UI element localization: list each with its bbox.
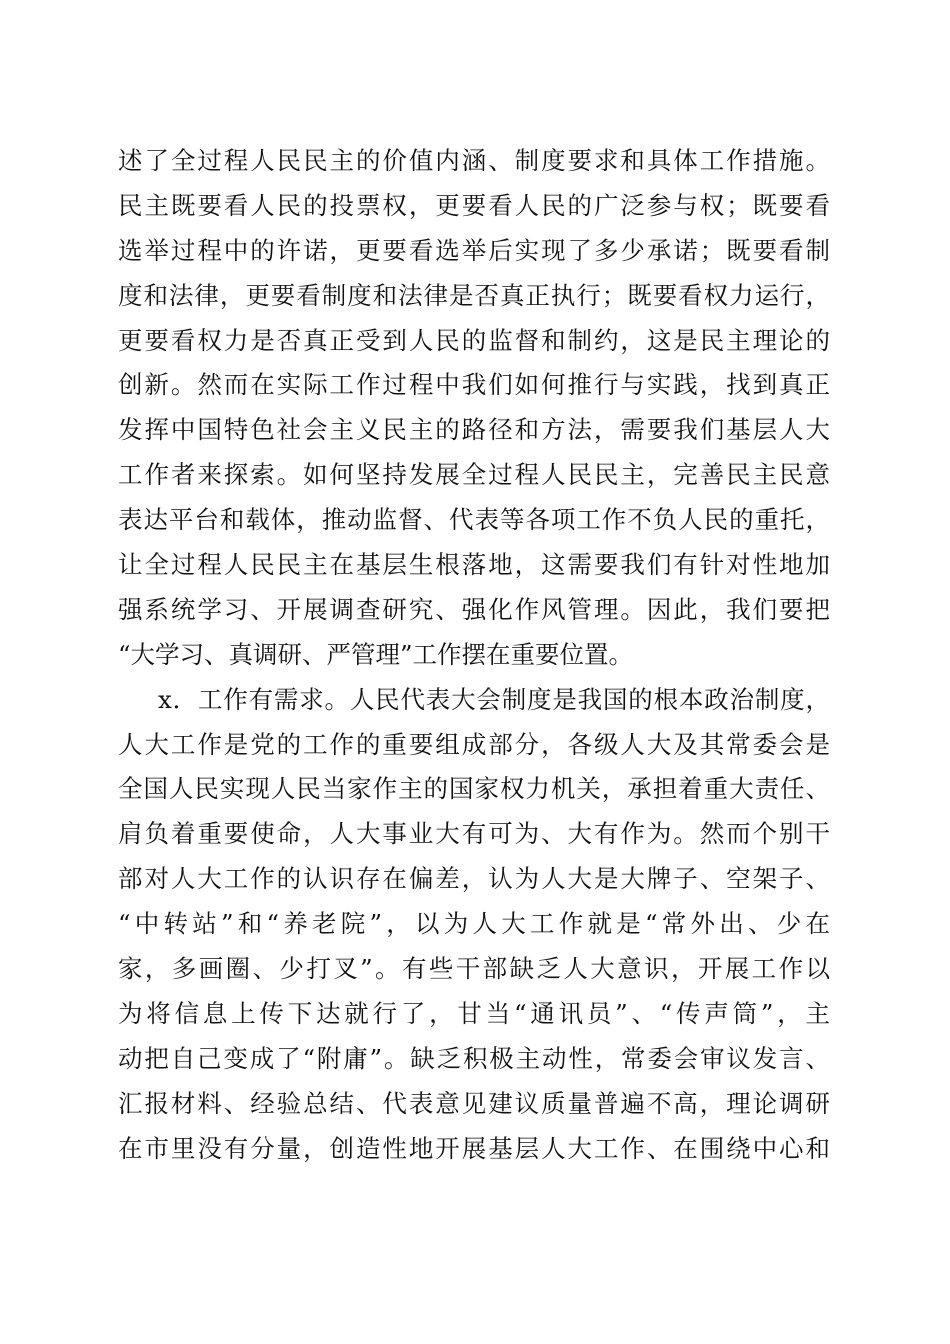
text-line: 选举过程中的许诺，更要看选举后实现了多少承诺；既要看制 <box>118 235 830 265</box>
text-line: 为将信息上传下达就行了，甘当“通讯员”、“传声筒”，主 <box>118 998 830 1028</box>
text-line: 度和法律，更要看制度和法律是否真正执行；既要看权力运行， <box>118 280 830 310</box>
text-line: 在市里没有分量，创造性地开展基层人大工作、在围绕中心和 <box>118 1133 830 1163</box>
text-line: “中转站”和“养老院”，以为人大工作就是“常外出、少在 <box>118 909 830 939</box>
text-line: 创新。然而在实际工作过程中我们如何推行与实践，找到真正 <box>118 370 830 400</box>
text-line: 更要看权力是否真正受到人民的监督和制约，这是民主理论的 <box>118 325 830 355</box>
text-line: 全国人民实现人民当家作主的国家权力机关，承担着重大责任、 <box>118 774 830 804</box>
text-line: 让全过程人民民主在基层生根落地，这需要我们有针对性地加 <box>118 550 830 580</box>
text-line: “大学习、真调研、严管理”工作摆在重要位置。 <box>118 639 634 669</box>
text-line: 部对人大工作的认识存在偏差，认为人大是大牌子、空架子、 <box>118 864 830 894</box>
text-line: 述了全过程人民民主的价值内涵、制度要求和具体工作措施。 <box>118 146 830 175</box>
text-line: 民主既要看人民的投票权，更要看人民的广泛参与权；既要看 <box>118 190 830 220</box>
paragraph-start-line: x．工作有需求。人民代表大会制度是我国的根本政治制度， <box>158 684 830 714</box>
text-line: 人大工作是党的工作的重要组成部分，各级人大及其常委会是 <box>118 729 830 759</box>
body-text <box>118 139 830 1171</box>
text-line: 肩负着重要使命，人大事业大有可为、大有作为。然而个别干 <box>118 819 830 849</box>
text-line: 表达平台和载体，推动监督、代表等各项工作不负人民的重托， <box>118 505 830 535</box>
text-line: 强系统学习、开展调查研究、强化作风管理。因此，我们要把 <box>118 594 830 624</box>
text-line: 动把自己变成了“附庸”。缺乏积极主动性，常委会审议发言、 <box>118 1043 830 1073</box>
text-line: 汇报材料、经验总结、代表意见建议质量普遍不高，理论调研 <box>118 1088 830 1118</box>
text-line: 家，多画圈、少打叉”。有些干部缺乏人大意识，开展工作以 <box>118 954 830 984</box>
text-line: 工作者来探索。如何坚持发展全过程人民民主，完善民主民意 <box>118 460 830 490</box>
text-line: 发挥中国特色社会主义民主的路径和方法，需要我们基层人大 <box>118 415 830 445</box>
